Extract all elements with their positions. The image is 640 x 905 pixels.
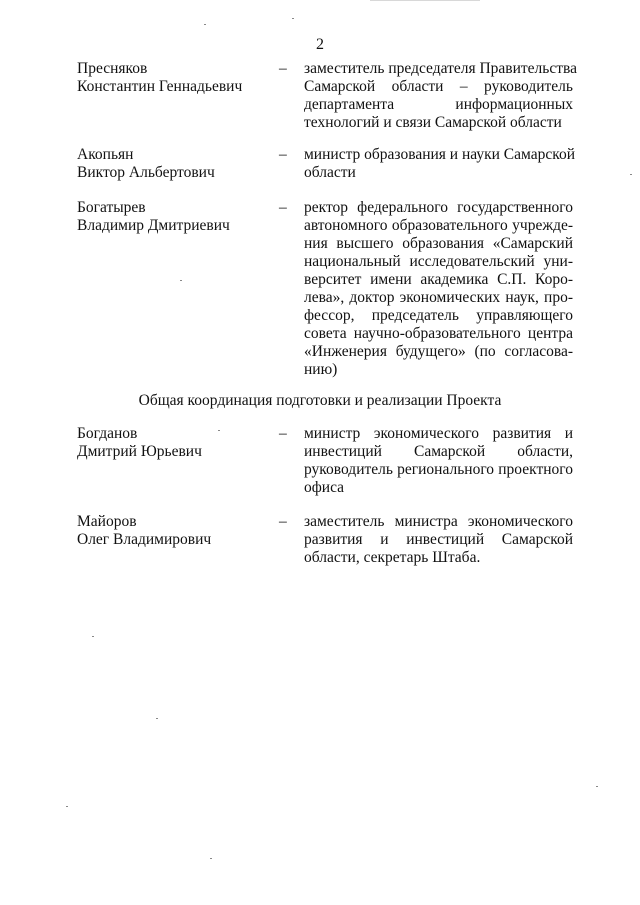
member-surname: Майоров	[77, 513, 137, 530]
scan-speck	[292, 18, 294, 19]
dash-separator: –	[279, 199, 287, 216]
position-line: ректор федерального государственного	[304, 199, 573, 216]
position-line: автономного образовательного учрежде-	[304, 217, 573, 234]
member-given-names: Олег Владимирович	[77, 531, 212, 548]
position-line: министр экономического развития и	[304, 425, 573, 442]
position-line: руководитель регионального проектного	[304, 461, 573, 478]
member-surname: Пресняков	[77, 60, 148, 77]
member-given-names: Владимир Дмитриевич	[77, 217, 230, 234]
member-given-names: Константин Геннадьевич	[77, 78, 243, 95]
position-line: технологий и связи Самарской области	[304, 114, 562, 131]
position-line: заместитель министра экономического	[304, 513, 573, 530]
member-given-names: Дмитрий Юрьевич	[77, 443, 202, 460]
position-line: области, секретарь Штаба.	[304, 549, 481, 566]
dash-separator: –	[279, 60, 287, 77]
scan-speck	[92, 636, 94, 637]
position-line: фессор, председатель управляющего	[304, 307, 573, 324]
position-line: верситет имени академика С.П. Коро-	[304, 271, 573, 288]
scan-speck	[210, 858, 212, 859]
position-line: заместитель председателя Правительства	[304, 60, 578, 77]
scan-speck	[630, 174, 632, 175]
position-line: развития и инвестиций Самарской	[304, 531, 573, 548]
position-line: ния высшего образования «Самарский	[304, 235, 573, 252]
scan-edge-line	[370, 0, 480, 1]
dash-separator: –	[279, 146, 287, 163]
page-number: 2	[316, 36, 324, 53]
scan-speck	[180, 280, 182, 281]
member-name	[77, 425, 277, 461]
position-line: офиса	[304, 479, 345, 496]
member-position	[304, 146, 576, 182]
member-name	[77, 146, 277, 182]
position-line: «Инженерия будущего» (по согласова-	[304, 343, 573, 360]
member-surname: Богданов	[77, 425, 138, 442]
member-surname: Акопьян	[77, 146, 134, 163]
member-name	[77, 513, 277, 549]
member-given-names: Виктор Альбертович	[77, 164, 215, 181]
scan-speck	[218, 430, 220, 431]
member-position	[304, 60, 578, 132]
position-line: области	[304, 164, 356, 181]
scan-speck	[156, 718, 158, 719]
member-surname: Богатырев	[77, 199, 146, 216]
scan-speck	[66, 806, 68, 807]
position-line: совета научно-образовательного центра	[304, 325, 573, 342]
scan-speck	[204, 24, 206, 25]
dash-separator: –	[279, 425, 287, 442]
member-name	[77, 199, 277, 235]
member-position	[304, 425, 573, 497]
section-heading: Общая координация подготовки и реализации Проекта	[138, 392, 502, 409]
scan-speck	[596, 786, 598, 787]
position-line: департамента информационных	[304, 96, 573, 113]
member-position	[304, 513, 573, 567]
position-line: национальный исследовательский уни-	[304, 253, 573, 270]
position-line: инвестиций Самарской области,	[304, 443, 573, 460]
member-position	[304, 199, 573, 379]
position-line: Самарской области – руководитель	[304, 78, 573, 95]
member-name	[77, 60, 277, 96]
position-line: министр образования и науки Самарской	[304, 146, 576, 163]
position-line: нию)	[304, 361, 338, 378]
position-line: лева», доктор экономических наук, про-	[304, 289, 573, 306]
dash-separator: –	[279, 513, 287, 530]
